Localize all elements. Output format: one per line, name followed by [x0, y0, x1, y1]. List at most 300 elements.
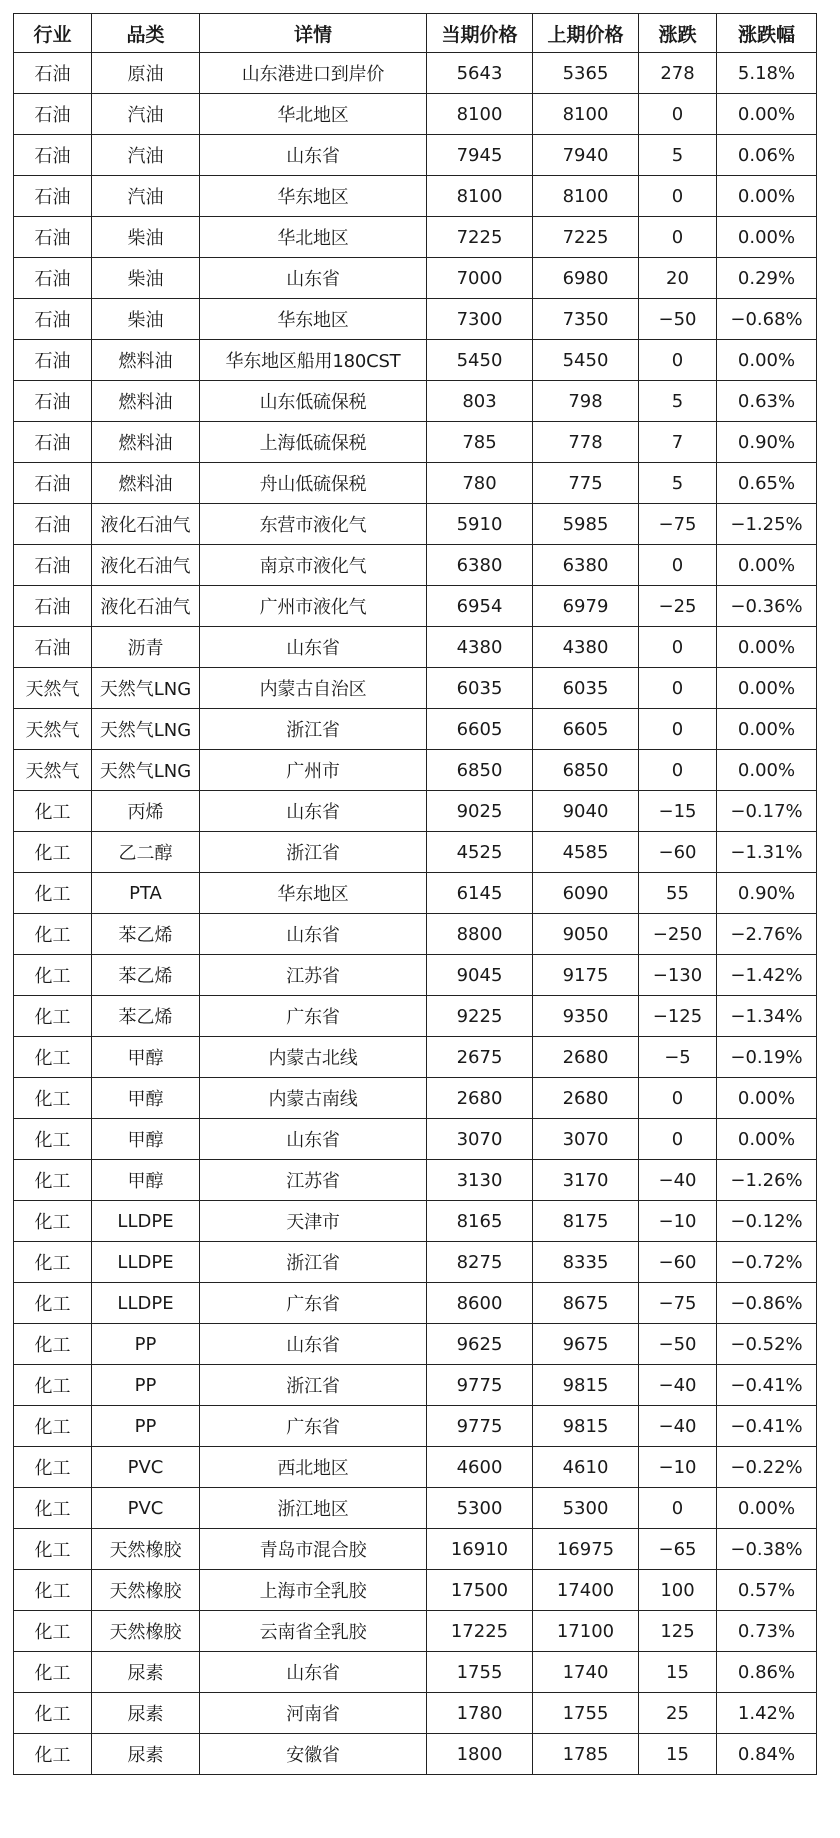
cell-change-pct: 0.63%: [717, 381, 817, 422]
cell-industry: 化工: [14, 791, 92, 832]
header-previous-price: 上期价格: [533, 14, 639, 53]
table-row: [14, 1119, 817, 1160]
table-row: [14, 1201, 817, 1242]
cell-category: 天然橡胶: [92, 1529, 200, 1570]
cell-current-price: 6145: [427, 873, 533, 914]
cell-industry: 石油: [14, 504, 92, 545]
cell-detail: 上海市全乳胶: [200, 1570, 427, 1611]
cell-current-price: 4600: [427, 1447, 533, 1488]
table-row: [14, 299, 817, 340]
cell-detail: 云南省全乳胶: [200, 1611, 427, 1652]
cell-current-price: 1755: [427, 1652, 533, 1693]
cell-change-pct: −0.52%: [717, 1324, 817, 1365]
cell-industry: 天然气: [14, 750, 92, 791]
cell-detail: 舟山低硫保税: [200, 463, 427, 504]
cell-current-price: 3070: [427, 1119, 533, 1160]
cell-industry: 石油: [14, 258, 92, 299]
cell-category: 甲醇: [92, 1078, 200, 1119]
cell-current-price: 17500: [427, 1570, 533, 1611]
cell-previous-price: 8100: [533, 176, 639, 217]
table-row: [14, 750, 817, 791]
cell-current-price: 6035: [427, 668, 533, 709]
cell-category: 丙烯: [92, 791, 200, 832]
cell-category: 甲醇: [92, 1160, 200, 1201]
table-row: [14, 668, 817, 709]
cell-change-pct: −0.19%: [717, 1037, 817, 1078]
cell-current-price: 4525: [427, 832, 533, 873]
cell-current-price: 8165: [427, 1201, 533, 1242]
cell-category: 汽油: [92, 176, 200, 217]
cell-change: 0: [639, 545, 717, 586]
cell-change: 5: [639, 381, 717, 422]
cell-detail: 华东地区船用180CST: [200, 340, 427, 381]
cell-previous-price: 7225: [533, 217, 639, 258]
cell-category: 天然气LNG: [92, 668, 200, 709]
table-row: [14, 914, 817, 955]
cell-detail: 山东省: [200, 1119, 427, 1160]
cell-previous-price: 9040: [533, 791, 639, 832]
header-detail: 详情: [200, 14, 427, 53]
cell-previous-price: 1755: [533, 1693, 639, 1734]
cell-previous-price: 16975: [533, 1529, 639, 1570]
cell-previous-price: 6605: [533, 709, 639, 750]
table-row: [14, 1406, 817, 1447]
cell-previous-price: 4380: [533, 627, 639, 668]
cell-change-pct: 0.29%: [717, 258, 817, 299]
cell-current-price: 5450: [427, 340, 533, 381]
cell-change-pct: 0.57%: [717, 1570, 817, 1611]
table-row: [14, 504, 817, 545]
table-row: [14, 627, 817, 668]
cell-change: 0: [639, 627, 717, 668]
cell-current-price: 7225: [427, 217, 533, 258]
cell-current-price: 1780: [427, 1693, 533, 1734]
cell-category: 柴油: [92, 299, 200, 340]
cell-detail: 安徽省: [200, 1734, 427, 1775]
cell-detail: 山东省: [200, 627, 427, 668]
cell-previous-price: 798: [533, 381, 639, 422]
table-row: [14, 1488, 817, 1529]
cell-category: LLDPE: [92, 1283, 200, 1324]
cell-previous-price: 2680: [533, 1037, 639, 1078]
cell-category: PVC: [92, 1447, 200, 1488]
cell-previous-price: 9815: [533, 1406, 639, 1447]
table-row: [14, 53, 817, 94]
cell-current-price: 9775: [427, 1406, 533, 1447]
cell-industry: 化工: [14, 1078, 92, 1119]
cell-current-price: 8600: [427, 1283, 533, 1324]
cell-change-pct: 0.00%: [717, 217, 817, 258]
cell-category: 燃料油: [92, 463, 200, 504]
cell-current-price: 780: [427, 463, 533, 504]
cell-change-pct: −0.86%: [717, 1283, 817, 1324]
cell-detail: 上海低硫保税: [200, 422, 427, 463]
table-row: [14, 94, 817, 135]
cell-category: 尿素: [92, 1734, 200, 1775]
header-current-price: 当期价格: [427, 14, 533, 53]
cell-category: 液化石油气: [92, 504, 200, 545]
cell-detail: 内蒙古北线: [200, 1037, 427, 1078]
cell-industry: 化工: [14, 1406, 92, 1447]
cell-change-pct: 0.90%: [717, 873, 817, 914]
cell-change-pct: −1.42%: [717, 955, 817, 996]
cell-industry: 化工: [14, 1611, 92, 1652]
cell-previous-price: 5300: [533, 1488, 639, 1529]
cell-change-pct: 0.00%: [717, 709, 817, 750]
cell-change: −130: [639, 955, 717, 996]
cell-change-pct: −0.22%: [717, 1447, 817, 1488]
cell-change-pct: 0.00%: [717, 627, 817, 668]
cell-current-price: 9775: [427, 1365, 533, 1406]
cell-previous-price: 6380: [533, 545, 639, 586]
cell-change-pct: −0.38%: [717, 1529, 817, 1570]
cell-previous-price: 7940: [533, 135, 639, 176]
table-row: [14, 586, 817, 627]
cell-change: −50: [639, 1324, 717, 1365]
cell-detail: 浙江地区: [200, 1488, 427, 1529]
cell-industry: 石油: [14, 422, 92, 463]
table-row: [14, 545, 817, 586]
cell-category: 天然气LNG: [92, 750, 200, 791]
cell-previous-price: 5365: [533, 53, 639, 94]
cell-current-price: 9625: [427, 1324, 533, 1365]
cell-category: 天然气LNG: [92, 709, 200, 750]
cell-category: 天然橡胶: [92, 1570, 200, 1611]
cell-detail: 山东省: [200, 791, 427, 832]
cell-change-pct: −1.31%: [717, 832, 817, 873]
cell-previous-price: 6980: [533, 258, 639, 299]
cell-category: PP: [92, 1324, 200, 1365]
cell-industry: 化工: [14, 1734, 92, 1775]
cell-industry: 化工: [14, 1693, 92, 1734]
cell-previous-price: 6979: [533, 586, 639, 627]
cell-detail: 江苏省: [200, 1160, 427, 1201]
cell-change: −40: [639, 1160, 717, 1201]
cell-detail: 山东省: [200, 135, 427, 176]
cell-category: 原油: [92, 53, 200, 94]
cell-industry: 石油: [14, 381, 92, 422]
table-row: [14, 1324, 817, 1365]
cell-industry: 化工: [14, 1447, 92, 1488]
cell-category: 液化石油气: [92, 586, 200, 627]
cell-industry: 化工: [14, 1652, 92, 1693]
cell-industry: 石油: [14, 340, 92, 381]
table-row: [14, 1283, 817, 1324]
cell-change: 15: [639, 1734, 717, 1775]
table-row: [14, 996, 817, 1037]
cell-detail: 华北地区: [200, 94, 427, 135]
table-row: [14, 340, 817, 381]
cell-detail: 内蒙古自治区: [200, 668, 427, 709]
cell-industry: 天然气: [14, 668, 92, 709]
cell-change: 0: [639, 176, 717, 217]
cell-change-pct: −0.72%: [717, 1242, 817, 1283]
table-row: [14, 1611, 817, 1652]
cell-change-pct: −0.12%: [717, 1201, 817, 1242]
cell-current-price: 6380: [427, 545, 533, 586]
cell-current-price: 8275: [427, 1242, 533, 1283]
cell-current-price: 4380: [427, 627, 533, 668]
cell-detail: 江苏省: [200, 955, 427, 996]
cell-detail: 山东省: [200, 258, 427, 299]
cell-change-pct: −1.34%: [717, 996, 817, 1037]
cell-change-pct: 0.00%: [717, 668, 817, 709]
cell-detail: 山东省: [200, 914, 427, 955]
cell-previous-price: 3070: [533, 1119, 639, 1160]
cell-detail: 山东省: [200, 1652, 427, 1693]
cell-category: 天然橡胶: [92, 1611, 200, 1652]
cell-industry: 化工: [14, 832, 92, 873]
cell-detail: 河南省: [200, 1693, 427, 1734]
cell-change: 125: [639, 1611, 717, 1652]
table-row: [14, 1652, 817, 1693]
table-row: [14, 422, 817, 463]
cell-previous-price: 9175: [533, 955, 639, 996]
cell-change: −250: [639, 914, 717, 955]
cell-current-price: 9045: [427, 955, 533, 996]
cell-detail: 广东省: [200, 1406, 427, 1447]
cell-detail: 广州市: [200, 750, 427, 791]
price-table: [13, 13, 817, 1775]
cell-category: PTA: [92, 873, 200, 914]
cell-change-pct: 0.00%: [717, 340, 817, 381]
table-row: [14, 1242, 817, 1283]
header-change: 涨跌: [639, 14, 717, 53]
cell-change: 0: [639, 1119, 717, 1160]
cell-change: 100: [639, 1570, 717, 1611]
cell-category: 液化石油气: [92, 545, 200, 586]
cell-change: 5: [639, 463, 717, 504]
cell-category: 燃料油: [92, 422, 200, 463]
cell-change-pct: −0.36%: [717, 586, 817, 627]
cell-change: −75: [639, 1283, 717, 1324]
cell-current-price: 16910: [427, 1529, 533, 1570]
table-row: [14, 873, 817, 914]
cell-industry: 化工: [14, 1160, 92, 1201]
cell-previous-price: 9815: [533, 1365, 639, 1406]
cell-change-pct: 5.18%: [717, 53, 817, 94]
cell-previous-price: 7350: [533, 299, 639, 340]
cell-change-pct: 0.00%: [717, 1488, 817, 1529]
cell-change-pct: 0.00%: [717, 1119, 817, 1160]
cell-change: 0: [639, 1078, 717, 1119]
cell-detail: 内蒙古南线: [200, 1078, 427, 1119]
cell-change: −40: [639, 1406, 717, 1447]
cell-detail: 浙江省: [200, 709, 427, 750]
cell-change-pct: 0.00%: [717, 750, 817, 791]
cell-change-pct: 0.86%: [717, 1652, 817, 1693]
table-row: [14, 709, 817, 750]
cell-category: PP: [92, 1406, 200, 1447]
cell-change-pct: 0.00%: [717, 94, 817, 135]
cell-change: 0: [639, 750, 717, 791]
cell-change-pct: 0.84%: [717, 1734, 817, 1775]
table-row: [14, 381, 817, 422]
header-change-pct: 涨跌幅: [717, 14, 817, 53]
cell-current-price: 8800: [427, 914, 533, 955]
cell-industry: 石油: [14, 463, 92, 504]
cell-change-pct: 0.65%: [717, 463, 817, 504]
table-row: [14, 1365, 817, 1406]
cell-change-pct: 0.90%: [717, 422, 817, 463]
cell-previous-price: 6850: [533, 750, 639, 791]
cell-change-pct: −0.68%: [717, 299, 817, 340]
table-row: [14, 955, 817, 996]
cell-current-price: 2680: [427, 1078, 533, 1119]
cell-previous-price: 8335: [533, 1242, 639, 1283]
cell-industry: 化工: [14, 1324, 92, 1365]
table-row: [14, 1693, 817, 1734]
cell-industry: 化工: [14, 873, 92, 914]
cell-previous-price: 8100: [533, 94, 639, 135]
cell-industry: 化工: [14, 1283, 92, 1324]
cell-change: 0: [639, 668, 717, 709]
cell-previous-price: 4610: [533, 1447, 639, 1488]
cell-previous-price: 5450: [533, 340, 639, 381]
cell-industry: 化工: [14, 914, 92, 955]
cell-detail: 山东港进口到岸价: [200, 53, 427, 94]
cell-change: 0: [639, 217, 717, 258]
cell-detail: 华东地区: [200, 176, 427, 217]
cell-current-price: 7000: [427, 258, 533, 299]
cell-change-pct: 0.06%: [717, 135, 817, 176]
cell-change: −60: [639, 832, 717, 873]
cell-category: 苯乙烯: [92, 914, 200, 955]
cell-industry: 石油: [14, 545, 92, 586]
cell-previous-price: 8675: [533, 1283, 639, 1324]
cell-change-pct: 1.42%: [717, 1693, 817, 1734]
cell-current-price: 6605: [427, 709, 533, 750]
cell-category: 尿素: [92, 1652, 200, 1693]
cell-detail: 山东省: [200, 1324, 427, 1365]
cell-industry: 化工: [14, 1570, 92, 1611]
cell-detail: 西北地区: [200, 1447, 427, 1488]
cell-industry: 石油: [14, 135, 92, 176]
cell-industry: 化工: [14, 996, 92, 1037]
cell-detail: 浙江省: [200, 1365, 427, 1406]
cell-previous-price: 8175: [533, 1201, 639, 1242]
cell-previous-price: 4585: [533, 832, 639, 873]
cell-change: −15: [639, 791, 717, 832]
table-row: [14, 1447, 817, 1488]
cell-detail: 东营市液化气: [200, 504, 427, 545]
cell-industry: 石油: [14, 627, 92, 668]
cell-current-price: 7300: [427, 299, 533, 340]
cell-industry: 石油: [14, 53, 92, 94]
cell-change-pct: −2.76%: [717, 914, 817, 955]
cell-change: 278: [639, 53, 717, 94]
table-row: [14, 791, 817, 832]
cell-previous-price: 9675: [533, 1324, 639, 1365]
table-row: [14, 1078, 817, 1119]
table-row: [14, 217, 817, 258]
cell-change: −10: [639, 1201, 717, 1242]
cell-change-pct: 0.00%: [717, 545, 817, 586]
cell-industry: 化工: [14, 955, 92, 996]
cell-change: 0: [639, 340, 717, 381]
cell-previous-price: 1740: [533, 1652, 639, 1693]
cell-previous-price: 778: [533, 422, 639, 463]
header-category: 品类: [92, 14, 200, 53]
cell-detail: 华东地区: [200, 873, 427, 914]
cell-industry: 石油: [14, 586, 92, 627]
table-row: [14, 135, 817, 176]
cell-change-pct: −0.41%: [717, 1406, 817, 1447]
cell-category: 甲醇: [92, 1119, 200, 1160]
cell-change-pct: −0.17%: [717, 791, 817, 832]
cell-previous-price: 775: [533, 463, 639, 504]
cell-change: −60: [639, 1242, 717, 1283]
cell-industry: 化工: [14, 1201, 92, 1242]
cell-detail: 青岛市混合胶: [200, 1529, 427, 1570]
table-row: [14, 1037, 817, 1078]
cell-detail: 广东省: [200, 996, 427, 1037]
cell-current-price: 8100: [427, 176, 533, 217]
cell-category: 尿素: [92, 1693, 200, 1734]
cell-previous-price: 1785: [533, 1734, 639, 1775]
cell-industry: 石油: [14, 94, 92, 135]
cell-category: 柴油: [92, 258, 200, 299]
cell-detail: 山东低硫保税: [200, 381, 427, 422]
cell-industry: 化工: [14, 1488, 92, 1529]
cell-previous-price: 17100: [533, 1611, 639, 1652]
cell-previous-price: 9350: [533, 996, 639, 1037]
table-row: [14, 1734, 817, 1775]
table-row: [14, 832, 817, 873]
cell-detail: 天津市: [200, 1201, 427, 1242]
cell-industry: 化工: [14, 1529, 92, 1570]
cell-category: 苯乙烯: [92, 955, 200, 996]
cell-previous-price: 6035: [533, 668, 639, 709]
cell-change-pct: 0.00%: [717, 1078, 817, 1119]
cell-change-pct: −1.25%: [717, 504, 817, 545]
cell-current-price: 9025: [427, 791, 533, 832]
cell-change: 55: [639, 873, 717, 914]
header-industry: 行业: [14, 14, 92, 53]
cell-current-price: 1800: [427, 1734, 533, 1775]
cell-category: PVC: [92, 1488, 200, 1529]
cell-category: 汽油: [92, 135, 200, 176]
cell-current-price: 17225: [427, 1611, 533, 1652]
cell-change-pct: 0.73%: [717, 1611, 817, 1652]
cell-change: 5: [639, 135, 717, 176]
table-row: [14, 1529, 817, 1570]
cell-change: 7: [639, 422, 717, 463]
cell-detail: 广东省: [200, 1283, 427, 1324]
cell-change: −25: [639, 586, 717, 627]
cell-industry: 石油: [14, 217, 92, 258]
table-row: [14, 1160, 817, 1201]
cell-category: 柴油: [92, 217, 200, 258]
cell-detail: 华北地区: [200, 217, 427, 258]
cell-current-price: 785: [427, 422, 533, 463]
cell-current-price: 9225: [427, 996, 533, 1037]
cell-current-price: 5300: [427, 1488, 533, 1529]
cell-change: 0: [639, 94, 717, 135]
cell-industry: 化工: [14, 1119, 92, 1160]
cell-category: 燃料油: [92, 340, 200, 381]
cell-detail: 浙江省: [200, 1242, 427, 1283]
cell-detail: 华东地区: [200, 299, 427, 340]
cell-current-price: 5643: [427, 53, 533, 94]
cell-change: 20: [639, 258, 717, 299]
cell-previous-price: 2680: [533, 1078, 639, 1119]
table-row: [14, 1570, 817, 1611]
table-row: [14, 258, 817, 299]
cell-previous-price: 17400: [533, 1570, 639, 1611]
cell-previous-price: 9050: [533, 914, 639, 955]
cell-detail: 浙江省: [200, 832, 427, 873]
